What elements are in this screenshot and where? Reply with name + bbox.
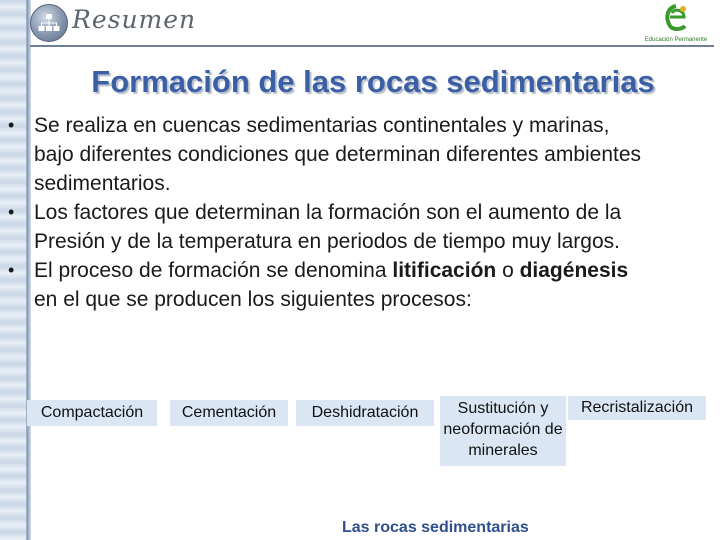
bullet-text-part: en el que se producen los siguientes procesos: — [34, 288, 472, 311]
logo-text: Educación Permanente — [644, 37, 708, 43]
header-divider — [30, 45, 714, 47]
footer-text: Las rocas sedimentarias — [342, 519, 529, 536]
slide-title: Formación de las rocas sedimentarias — [91, 64, 655, 99]
bullet-text: Los factores que determinan la formación son el aumento de la Presión y de la temperatura en periodos de tiempo muy largos. — [34, 201, 622, 253]
bullet-text: Se realiza en cuencas sedimentarias continentales y marinas, bajo diferentes condiciones que determinan diferentes ambientes sedimentarios. — [34, 114, 642, 195]
bullet-marker: • — [8, 115, 15, 135]
leaf-e-logo — [638, 4, 714, 42]
bullet-text-part: El proceso de formación se denomina — [34, 259, 393, 282]
bullet-item-2 — [8, 198, 648, 256]
sitemap-icon — [30, 4, 68, 42]
process-box-cementacion: Cementación — [170, 400, 288, 426]
process-box-sustitucion: Sustitución y neoformación de minerales — [440, 396, 566, 466]
bullet-item-3 — [8, 256, 648, 314]
bullet-marker: • — [8, 202, 15, 222]
term-diagenesis: diagénesis — [519, 259, 629, 282]
bullet-text-part: o — [496, 259, 520, 282]
section-title: Resumen — [72, 5, 197, 34]
bullet-list — [8, 111, 648, 314]
bullet-marker: • — [8, 260, 15, 280]
process-box-deshidratacion: Deshidratación — [296, 400, 434, 426]
bullet-item-1 — [8, 111, 648, 198]
process-box-compactacion: Compactación — [27, 400, 157, 426]
term-litificacion: litificación — [392, 259, 497, 282]
process-box-recristalizacion: Recristalización — [568, 396, 706, 420]
